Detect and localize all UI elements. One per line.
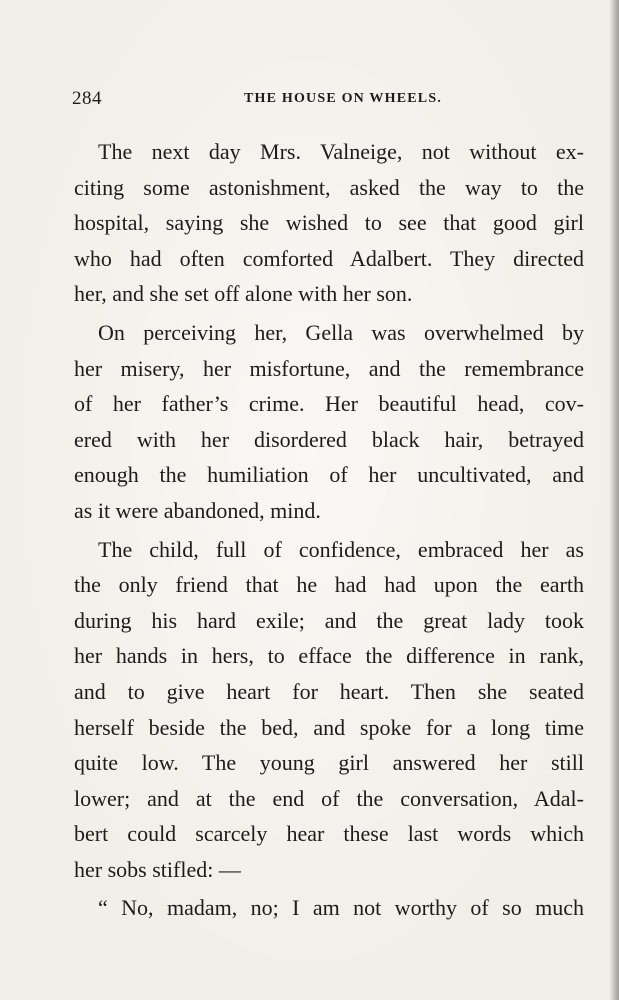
page-number: 284 (72, 88, 102, 109)
text-line: “ No, madam, no; I am not worthy of so much (98, 895, 584, 921)
text-line: as it were abandoned, mind. (74, 497, 321, 523)
text-line: who had often comforted Adalbert. They directed (74, 245, 584, 271)
text-line: hospital, saying she wished to see that good girl (74, 210, 584, 236)
text-line: her, and she set off alone with her son. (74, 281, 413, 307)
text-line: bert could scarcely hear these last words which (74, 821, 584, 847)
text-line: enough the humiliation of her uncultivated, and (74, 462, 584, 488)
text-line: of her father’s crime. Her beautiful head, cov- (74, 391, 584, 417)
text-line: The next day Mrs. Valneige, not without ex- (98, 139, 584, 164)
page-header (72, 88, 592, 112)
text-line: during his hard exile; and the great lady took (74, 607, 584, 633)
page-edge-shadow (609, 0, 619, 1000)
text-line: herself beside the bed, and spoke for a long time (74, 714, 584, 740)
text-line: ered with her disordered black hair, betrayed (74, 426, 584, 452)
text-line: lower; and at the end of the conversation, Adal- (74, 785, 584, 811)
text-line: her misery, her misfortune, and the remembrance (74, 355, 584, 381)
text-line: On perceiving her, Gella was overwhelmed by (98, 319, 584, 345)
running-head: THE HOUSE ON WHEELS. (244, 91, 443, 106)
text-line: her sobs stifled: — (74, 856, 241, 882)
text-line: The child, full of confidence, embraced her as (98, 536, 584, 562)
text-line: the only friend that he had had upon the earth (74, 572, 584, 598)
text-line: quite low. The young girl answered her still (74, 750, 584, 776)
text-line: her hands in hers, to efface the difference in rank, (74, 643, 584, 669)
text-line: citing some astonishment, asked the way to the (74, 174, 584, 200)
body-text (74, 134, 584, 926)
text-line: and to give heart for heart. Then she seated (74, 678, 584, 704)
